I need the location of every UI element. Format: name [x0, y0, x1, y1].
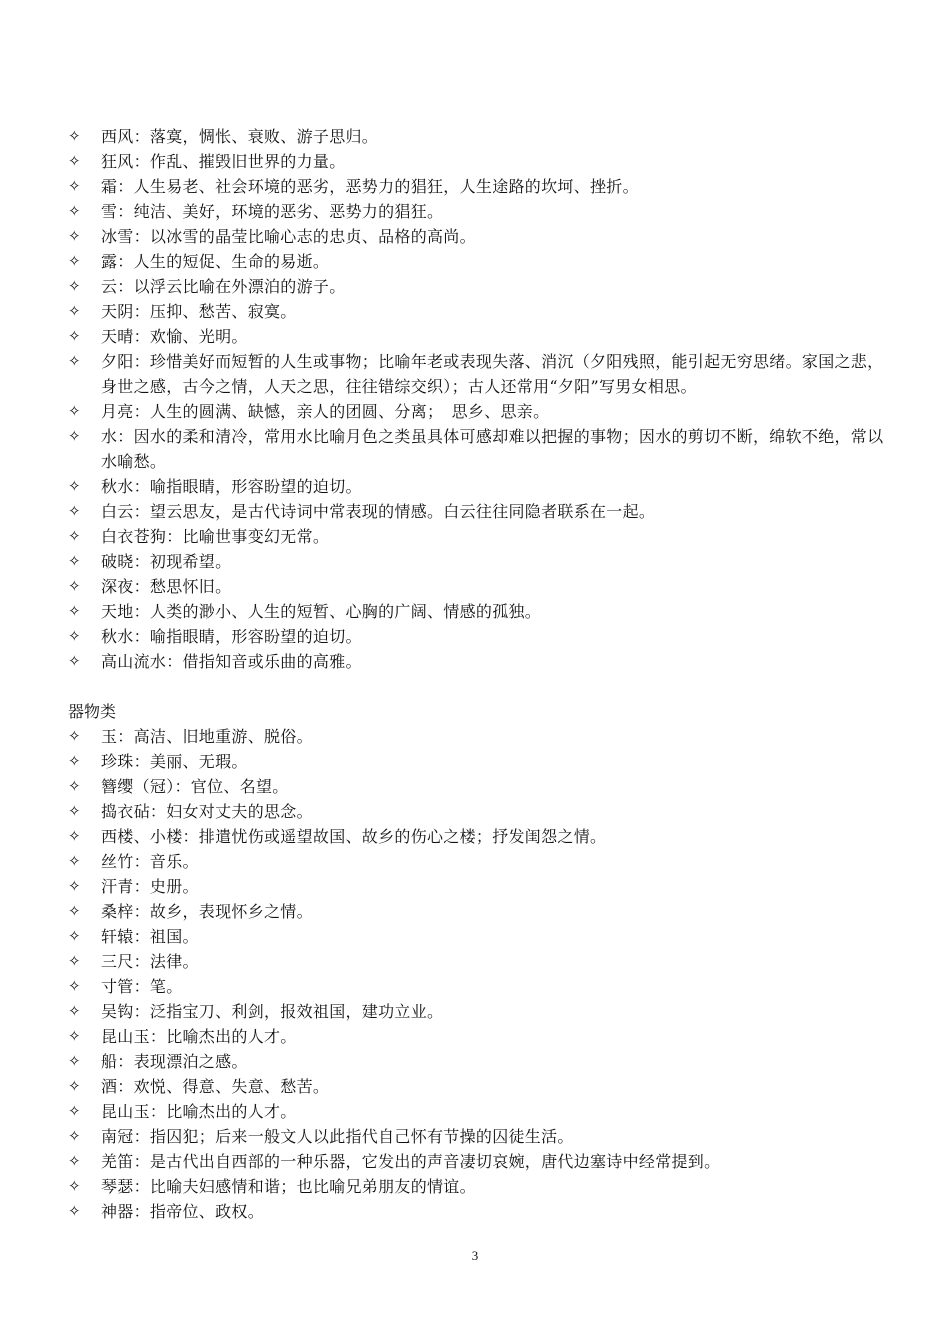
- list-item: [68, 1049, 888, 1074]
- list-item: [68, 999, 888, 1024]
- bullet-icon: ✧: [68, 577, 81, 595]
- bullet-icon: ✧: [68, 802, 81, 820]
- list-item-text: 霜：人生易老、社会环境的恶劣，恶势力的猖狂，人生途路的坎坷、挫折。: [101, 177, 639, 196]
- list-item-text: 丝竹：音乐。: [101, 852, 199, 871]
- list-item: [68, 349, 888, 399]
- bullet-icon: ✧: [68, 227, 81, 245]
- list-item: [68, 649, 888, 674]
- list-item: [68, 249, 888, 274]
- list-item: [68, 1174, 888, 1199]
- list-item: [68, 1124, 888, 1149]
- bullet-icon: ✧: [68, 752, 81, 770]
- list-item: [68, 299, 888, 324]
- bullet-icon: ✧: [68, 1027, 81, 1045]
- list-item-text: 捣衣砧：妇女对丈夫的思念。: [101, 802, 313, 821]
- bullet-icon: ✧: [68, 202, 81, 220]
- bullet-icon: ✧: [68, 877, 81, 895]
- bullet-icon: ✧: [68, 927, 81, 945]
- list-item: [68, 124, 888, 149]
- bullet-icon: ✧: [68, 627, 81, 645]
- list-item-text: 水：因水的柔和清冷，常用水比喻月色之类虽具体可感却难以把握的事物；因水的剪切不断，绵软不绝，常以水喻愁。: [101, 427, 884, 471]
- list-item: [68, 749, 888, 774]
- list-item: [68, 499, 888, 524]
- bullet-icon: ✧: [68, 402, 81, 420]
- list-item: [68, 824, 888, 849]
- bullet-icon: ✧: [68, 827, 81, 845]
- list-item-text: 狂风：作乱、摧毁旧世界的力量。: [101, 152, 346, 171]
- bullet-icon: ✧: [68, 152, 81, 170]
- list-item-text: 寸管：笔。: [101, 977, 183, 996]
- list-item-text: 月亮：人生的圆满、缺憾，亲人的团圆、分离； 思乡、思亲。: [101, 402, 550, 421]
- list-item: [68, 874, 888, 899]
- bullet-icon: ✧: [68, 327, 81, 345]
- bullet-icon: ✧: [68, 1202, 81, 1220]
- section-title-objects: 器物类: [68, 702, 117, 721]
- list-item-text: 轩辕：祖国。: [101, 927, 199, 946]
- bullet-icon: ✧: [68, 427, 81, 445]
- list-item-text: 船：表现漂泊之感。: [101, 1052, 248, 1071]
- list-item: [68, 399, 888, 424]
- list-item-text: 羌笛：是古代出自西部的一种乐器，它发出的声音凄切哀婉，唐代边塞诗中经常提到。: [101, 1152, 721, 1171]
- list-item: [68, 924, 888, 949]
- bullet-icon: ✧: [68, 902, 81, 920]
- bullet-icon: ✧: [68, 1127, 81, 1145]
- list-item-text: 三尺：法律。: [101, 952, 199, 971]
- bullet-icon: ✧: [68, 252, 81, 270]
- bullet-icon: ✧: [68, 1152, 81, 1170]
- bullet-icon: ✧: [68, 527, 81, 545]
- list-item-text: 昆山玉：比喻杰出的人才。: [101, 1102, 297, 1121]
- list-item: [68, 149, 888, 174]
- bullet-icon: ✧: [68, 852, 81, 870]
- list-item-text: 汗青：史册。: [101, 877, 199, 896]
- list-item: [68, 549, 888, 574]
- bullet-icon: ✧: [68, 977, 81, 995]
- list-item-text: 露：人生的短促、生命的易逝。: [101, 252, 330, 271]
- bullet-icon: ✧: [68, 1052, 81, 1070]
- list-item-text: 雪：纯洁、美好，环境的恶劣、恶势力的猖狂。: [101, 202, 444, 221]
- page-number: 3: [471, 1248, 479, 1263]
- bullet-icon: ✧: [68, 602, 81, 620]
- list-item-text: 昆山玉：比喻杰出的人才。: [101, 1027, 297, 1046]
- bullet-icon: ✧: [68, 1077, 81, 1095]
- list-item-text: 深夜：愁思怀旧。: [101, 577, 232, 596]
- objects-imagery-list: [68, 724, 888, 1224]
- list-item-text: 天晴：欢愉、光明。: [101, 327, 248, 346]
- list-item-text: 桑梓：故乡，表现怀乡之情。: [101, 902, 313, 921]
- bullet-icon: ✧: [68, 727, 81, 745]
- list-item: [68, 1149, 888, 1174]
- list-item: [68, 1074, 888, 1099]
- list-item-text: 西楼、小楼：排遣忧伤或遥望故国、故乡的伤心之楼；抒发闺怨之情。: [101, 827, 607, 846]
- page-content: [68, 124, 888, 1224]
- bullet-icon: ✧: [68, 177, 81, 195]
- list-item: [68, 574, 888, 599]
- list-item-text: 秋水：喻指眼睛，形容盼望的迫切。: [101, 477, 362, 496]
- bullet-icon: ✧: [68, 127, 81, 145]
- list-item-text: 冰雪：以冰雪的晶莹比喻心志的忠贞、品格的高尚。: [101, 227, 476, 246]
- list-item: [68, 324, 888, 349]
- list-item: [68, 524, 888, 549]
- list-item-text: 高山流水：借指知音或乐曲的高雅。: [101, 652, 362, 671]
- list-item: [68, 1099, 888, 1124]
- list-item-text: 琴瑟：比喻夫妇感情和谐；也比喻兄弟朋友的情谊。: [101, 1177, 476, 1196]
- list-item-text: 秋水：喻指眼睛，形容盼望的迫切。: [101, 627, 362, 646]
- list-item-text: 南冠：指囚犯；后来一般文人以此指代自己怀有节操的囚徒生活。: [101, 1127, 574, 1146]
- list-item: [68, 849, 888, 874]
- list-item: [68, 1024, 888, 1049]
- list-item: [68, 599, 888, 624]
- bullet-icon: ✧: [68, 552, 81, 570]
- bullet-icon: ✧: [68, 352, 81, 370]
- list-item-text: 夕阳：珍惜美好而短暂的人生或事物；比喻年老或表现失落、消沉（夕阳残照，能引起无穷思绪。家国之悲，身世之感，古今之情，人天之思，往往错综交织）；古人还常用“夕阳”写男女相思。: [101, 352, 884, 396]
- list-item-text: 云：以浮云比喻在外漂泊的游子。: [101, 277, 346, 296]
- bullet-icon: ✧: [68, 1002, 81, 1020]
- bullet-icon: ✧: [68, 777, 81, 795]
- list-item: [68, 624, 888, 649]
- list-item-text: 玉：高洁、旧地重游、脱俗。: [101, 727, 313, 746]
- bullet-icon: ✧: [68, 502, 81, 520]
- list-item: [68, 949, 888, 974]
- list-item: [68, 974, 888, 999]
- bullet-icon: ✧: [68, 277, 81, 295]
- list-item-text: 白云：望云思友，是古代诗词中常表现的情感。白云往往同隐者联系在一起。: [101, 502, 656, 521]
- list-item-text: 酒：欢悦、得意、失意、愁苦。: [101, 1077, 330, 1096]
- list-item-text: 神器：指帝位、政权。: [101, 1202, 265, 1221]
- nature-imagery-list: [68, 124, 888, 674]
- list-item-text: 吴钩：泛指宝刀、利剑，报效祖国，建功立业。: [101, 1002, 444, 1021]
- list-item: [68, 799, 888, 824]
- bullet-icon: ✧: [68, 1102, 81, 1120]
- bullet-icon: ✧: [68, 652, 81, 670]
- list-item: [68, 1199, 888, 1224]
- list-item-text: 破晓：初现希望。: [101, 552, 232, 571]
- list-item: [68, 224, 888, 249]
- bullet-icon: ✧: [68, 477, 81, 495]
- list-item: [68, 199, 888, 224]
- list-item-text: 珍珠：美丽、无瑕。: [101, 752, 248, 771]
- list-item: [68, 174, 888, 199]
- bullet-icon: ✧: [68, 1177, 81, 1195]
- list-item: [68, 274, 888, 299]
- list-item-text: 天阴：压抑、愁苦、寂寞。: [101, 302, 297, 321]
- list-item-text: 白衣苍狗：比喻世事变幻无常。: [101, 527, 330, 546]
- bullet-icon: ✧: [68, 302, 81, 320]
- bullet-icon: ✧: [68, 952, 81, 970]
- list-item: [68, 724, 888, 749]
- list-item: [68, 474, 888, 499]
- list-item-text: 西风：落寞，惆怅、衰败、游子思归。: [101, 127, 379, 146]
- list-item: [68, 424, 888, 474]
- list-item-text: 天地：人类的渺小、人生的短暂、心胸的广阔、情感的孤独。: [101, 602, 542, 621]
- list-item: [68, 774, 888, 799]
- list-item-text: 簪缨（冠）：官位、名望。: [101, 777, 289, 796]
- list-item: [68, 899, 888, 924]
